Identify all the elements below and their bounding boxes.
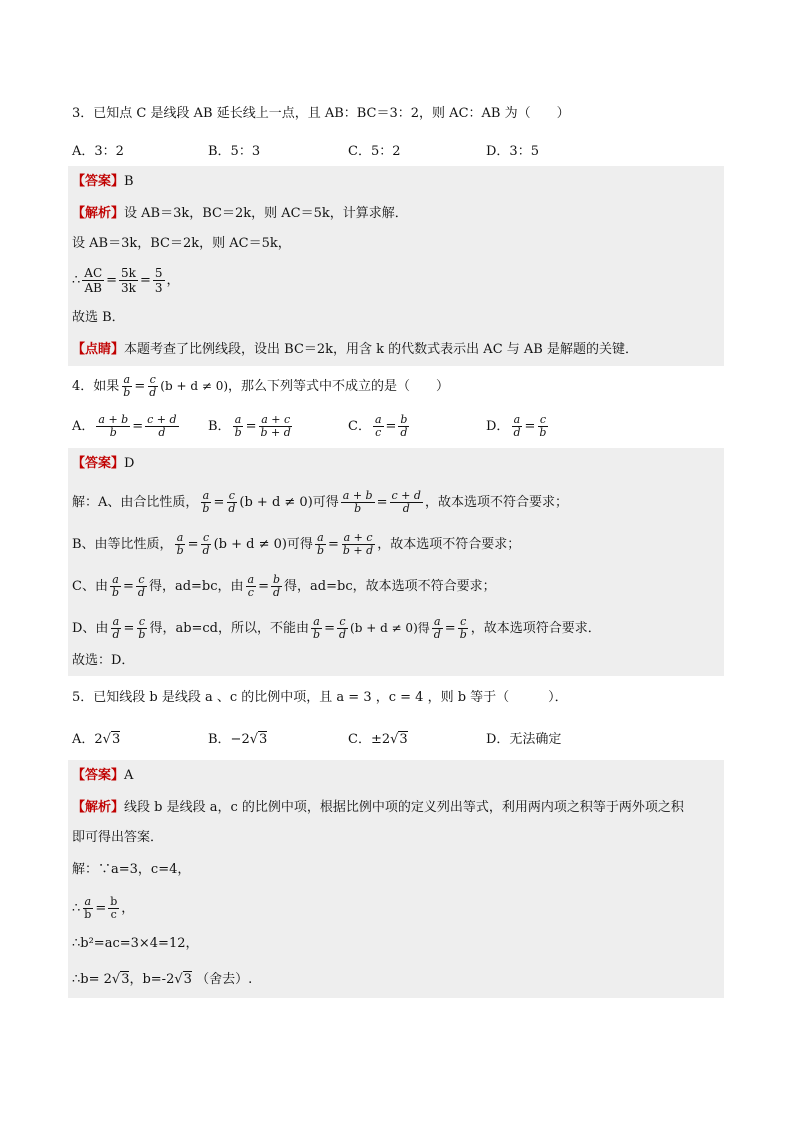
q3-option-b: B．5：3 [208, 144, 261, 159]
answer-tag: 【答案】 [72, 768, 125, 783]
fraction: $\frac{5k}{3k}$ [121, 266, 136, 295]
q3-stem: 3．已知点 C 是线段 AB 延长线上一点，且 AB：BC＝3：2，则 AC：AB 为（ ） [72, 106, 570, 121]
q4-solution-d: D、由 $\frac{a}{d}$ = $\frac{c}{b}$ 得，ab=cd，所以，不能由 $\frac{a}{b}$ = $\frac{c}{d}$ (b + d ≠ 0)得 $\frac{a}{d}$ = $\frac{c}{b}$ ，故本选项符合要求． [72, 615, 601, 641]
q4-conclusion: 故选：D． [72, 653, 135, 668]
q3-step1: 设 AB＝3k，BC＝2k，则 AC＝5k， [72, 236, 291, 251]
fraction: $\frac{b}{c}$ [110, 895, 118, 921]
fraction: $\frac{a}{b}$ [176, 531, 184, 557]
fraction: $\frac{c}{b}$ [539, 413, 547, 439]
fraction: $\frac{c}{b}$ [138, 615, 146, 641]
q4-option-c: C． $\frac{a}{c}$ = $\frac{b}{d}$ [348, 413, 408, 439]
fraction: $\frac{a + c}{b + d}$ [260, 413, 291, 439]
q5-option-a: A．2√3 [72, 732, 121, 747]
answer-value: A [124, 768, 134, 783]
fraction: $\frac{a}{b}$ [202, 489, 210, 515]
q5-solution-3: ∴b²=ac=3×4=12， [72, 936, 199, 951]
fraction: $\frac{b}{d}$ [400, 413, 408, 439]
q4-solution-b: B、由等比性质， $\frac{a}{b}$ = $\frac{c}{d}$ (b + d ≠ 0)可得 $\frac{a}{b}$ = $\frac{a + c}{b + d}$ ，故本选项不符合要求； [72, 531, 521, 557]
analysis-text: 设 AB＝3k，BC＝2k，则 AC＝5k，计算求解． [124, 206, 408, 221]
answer-value: D [124, 456, 135, 471]
q4-answer-block [68, 448, 724, 676]
q3-conclusion: 故选 B． [72, 310, 125, 325]
fraction: $\frac{a}{b}$ [84, 895, 92, 921]
fraction: $\frac{c}{d}$ [137, 573, 145, 599]
fraction: $\frac{a}{b}$ [316, 531, 324, 557]
fraction: $\frac{a + b}{b}$ [342, 489, 373, 515]
q3-answer [72, 172, 134, 192]
fraction: $\frac{a}{d}$ [513, 413, 521, 439]
answer-tag: 【答案】 [72, 456, 125, 471]
fraction: $\frac{c}{b}$ [459, 615, 467, 641]
fraction: $\frac{a + b}{b}$ [98, 413, 129, 439]
fraction: $\frac{a}{c}$ [247, 573, 255, 599]
q4-option-b: B． $\frac{a}{b}$ = $\frac{a + c}{b + d}$ [208, 413, 291, 439]
fraction: $\frac{c + d}{d}$ [391, 489, 421, 515]
analysis-text: 线段 b 是线段 a，c 的比例中项，根据比例中项的定义列出等式，利用两内项之积等于两外项之积 [124, 800, 684, 815]
q5-solution-1: 解：∵a=3，c=4， [72, 862, 191, 877]
fraction: $\frac{b}{d}$ [273, 573, 281, 599]
q5-solution-4: ∴b= 2√3，b=-2√3 （舍去）. [72, 972, 253, 987]
fraction: $\frac{AC}{AB}$ [84, 266, 103, 295]
fraction: $\frac{a}{b}$ [234, 413, 242, 439]
q5-option-b: B．−2√3 [208, 732, 268, 747]
q5-analysis [72, 798, 684, 818]
q4-option-a: A． $\frac{a + b}{b}$ = $\frac{c + d}{d}$ [72, 413, 177, 439]
fraction: $\frac{c}{d}$ [202, 531, 210, 557]
analysis-tag: 【解析】 [72, 800, 125, 815]
fraction: $\frac{c}{d}$ [149, 373, 157, 399]
q5-stem: 5．已知线段 b 是线段 a 、c 的比例中项，且 a = 3 ，c = 4 ，则 b 等于（ ）． [72, 690, 568, 705]
fraction: $\frac{a}{d}$ [433, 615, 441, 641]
q4-solution-a: 解：A、由合比性质， $\frac{a}{b}$ = $\frac{c}{d}$ (b + d ≠ 0)可得 $\frac{a + b}{b}$ = $\frac{c + d}{d}$ ，故本选项不符合要求； [72, 489, 568, 515]
fraction: $\frac{a + c}{b + d}$ [342, 531, 374, 557]
q5-analysis-cont: 即可得出答案． [72, 830, 164, 845]
comment-tag: 【点睛】 [72, 342, 125, 357]
q5-solution-2: ∴ $\frac{a}{b}$ = $\frac{b}{c}$ ， [72, 895, 135, 921]
q3-comment [72, 340, 638, 360]
fraction: $\frac{c}{d}$ [338, 615, 347, 641]
fraction: $\frac{a}{b}$ [313, 615, 321, 641]
analysis-tag: 【解析】 [72, 206, 125, 221]
q5-option-c: C．±2√3 [348, 732, 408, 747]
q3-option-a: A．3：2 [72, 144, 124, 159]
q5-answer [72, 766, 133, 786]
fraction: $\frac{a}{b}$ [123, 373, 131, 399]
q3-step2: ∴ $\frac{AC}{AB}$ = $\frac{5k}{3k}$ = $\frac{5}{3}$ ， [72, 266, 180, 295]
answer-value: B [124, 174, 134, 189]
therefore-symbol: ∴ [72, 273, 81, 288]
q4-solution-c: C、由 $\frac{a}{b}$ = $\frac{c}{d}$ 得，ad=bc，由 $\frac{a}{c}$ = $\frac{b}{d}$ 得，ad=bc，故本选项不符合要求； [72, 573, 496, 599]
comment-text: 本题考查了比例线段，设出 BC＝2k，用含 k 的代数式表示出 AC 与 AB 是解题的关键． [124, 342, 638, 357]
fraction: $\frac{c}{d}$ [228, 489, 236, 515]
q3-option-d: D．3：5 [486, 144, 539, 159]
fraction: $\frac{a}{c}$ [374, 413, 382, 439]
fraction: $\frac{a}{b}$ [111, 573, 119, 599]
q3-analysis [72, 204, 408, 224]
q4-stem: 4．如果 $\frac{a}{b}$ = $\frac{c}{d}$ (b + d ≠ 0)，那么下列等式中不成立的是（ ） [72, 373, 450, 399]
answer-tag: 【答案】 [72, 174, 125, 189]
q5-option-d: D．无法确定 [486, 732, 562, 747]
q4-answer [72, 454, 134, 474]
fraction: $\frac{5}{3}$ [154, 266, 163, 295]
fraction: $\frac{a}{d}$ [112, 615, 120, 641]
fraction: $\frac{c + d}{d}$ [147, 413, 177, 439]
q3-option-c: C．5：2 [348, 144, 401, 159]
q4-option-d: D． $\frac{a}{d}$ = $\frac{c}{b}$ [486, 413, 547, 439]
